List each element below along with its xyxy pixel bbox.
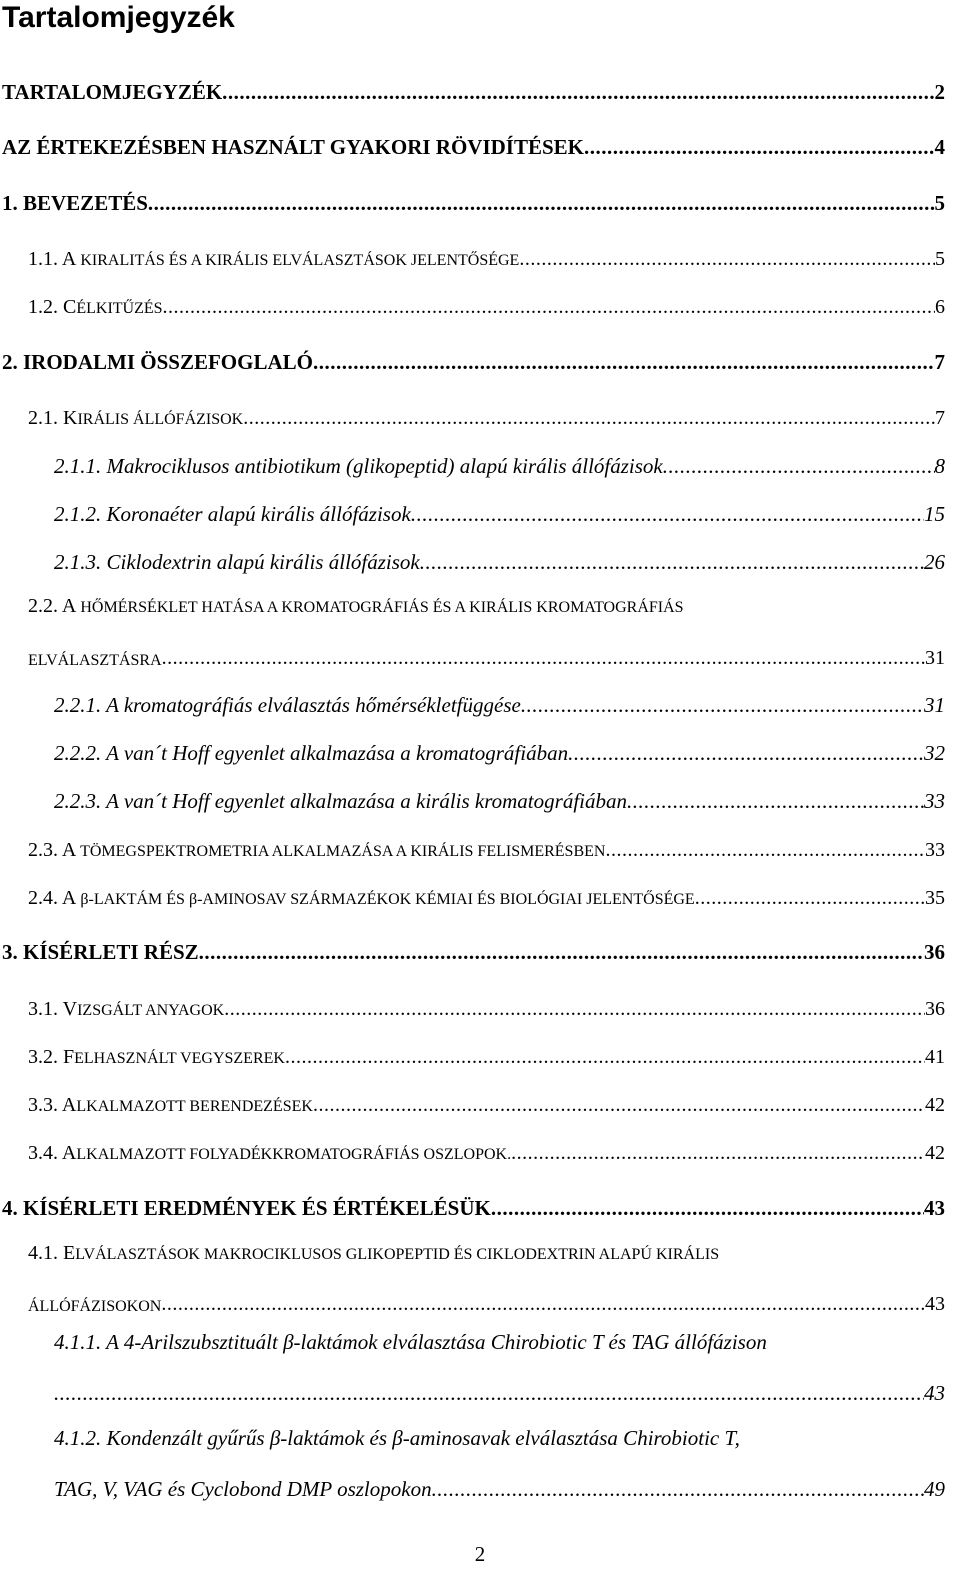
toc-entry-title: LKALMAZOTT BERENDEZÉSEK: [76, 1098, 313, 1115]
toc-entry-number: 4.1.1.: [54, 1330, 107, 1354]
toc-page-number: 15: [924, 502, 945, 526]
toc-entry-title: HŐMÉRSÉKLET HATÁSA A KROMATOGRÁFIÁS ÉS A KIRÁLIS KROMATOGRÁFIÁS: [76, 599, 684, 616]
toc-page-number: 5: [935, 248, 945, 270]
toc-entry-4-1-2[interactable]: [54, 1470, 945, 1502]
toc-entry-number: 2.1.2.: [54, 502, 107, 526]
toc-entry-3-2[interactable]: [28, 1037, 945, 1069]
toc-entry-kiserleti-resz[interactable]: [2, 933, 945, 965]
toc-entry-4-1-2-line1[interactable]: [54, 1422, 740, 1454]
toc-entry-number: 4.1.2.: [54, 1426, 107, 1450]
toc-entry-initial: E: [63, 1242, 76, 1264]
toc-entry-title: β-LAKTÁM ÉS β-AMINOSAV SZÁRMAZÉKOK KÉMIAI ÉS BIOLÓGIAI JELENTŐSÉGE: [76, 891, 695, 908]
toc-entry-number: 1.2.: [28, 296, 63, 318]
toc-entry-number: 3.4.: [28, 1142, 62, 1164]
toc-page-number: 43: [924, 1381, 945, 1405]
dot-leader: [313, 350, 935, 375]
dot-leader: [663, 454, 935, 479]
toc-entry-number: 4.: [2, 1196, 23, 1220]
toc-entry-4-1-1-line1[interactable]: [54, 1326, 767, 1358]
toc-entry-title: A van´t Hoff egyenlet alkalmazása a kromatográfiában: [106, 741, 569, 765]
toc-entry-3-1[interactable]: [28, 989, 945, 1021]
toc-entry-number: 3.2.: [28, 1046, 63, 1068]
toc-entry-2-2-1[interactable]: [54, 686, 945, 718]
toc-entry-2-1-3[interactable]: [54, 543, 945, 575]
toc-entry-2-1[interactable]: [28, 398, 945, 430]
toc-entry-1-2[interactable]: [28, 287, 945, 319]
toc-entry-title-continued: ÁLLÓFÁZISOKON: [28, 1298, 162, 1315]
dot-leader: [313, 1094, 925, 1117]
toc-entry-2-1-2[interactable]: [54, 495, 945, 527]
dot-leader: [420, 550, 924, 575]
toc-entry-number: 3.3.: [28, 1094, 62, 1116]
toc-entry-2-1-1[interactable]: [54, 447, 945, 479]
toc-entry-number: 1.1.: [28, 248, 62, 270]
dot-leader: [148, 191, 935, 216]
dot-leader: [521, 693, 924, 718]
toc-entry-number: 2.1.: [28, 407, 63, 429]
toc-entry-title: TÖMEGSPEKTROMETRIA ALKALMAZÁSA A KIRÁLIS FELISMERÉSBEN: [76, 843, 606, 860]
dot-leader: [519, 248, 935, 271]
toc-entry-2-2[interactable]: [28, 638, 945, 670]
toc-entry-title: ELHASZNÁLT VEGYSZEREK: [74, 1050, 285, 1067]
toc-entry-number: 3.: [2, 940, 23, 964]
dot-leader: [162, 647, 925, 670]
toc-page-number: 8: [934, 454, 945, 478]
dot-leader: [627, 789, 924, 814]
toc-entry-title: LVÁLASZTÁSOK MAKROCIKLUSOS GLIKOPEPTID ÉS CIKLODEXTRIN ALAPÚ KIRÁLIS: [75, 1246, 720, 1263]
dot-leader: [491, 1196, 924, 1221]
toc-entry-initial: F: [63, 1046, 75, 1068]
toc-entry-number: 2.2.: [28, 595, 62, 617]
toc-entry-title: IRODALMI ÖSSZEFOGLALÓ: [23, 350, 313, 374]
toc-entry-number: 2.3.: [28, 839, 62, 861]
dot-leader: [285, 1046, 925, 1069]
toc-entry-2-3[interactable]: [28, 830, 945, 862]
dot-leader: [163, 296, 935, 319]
toc-entry-3-4[interactable]: [28, 1133, 945, 1165]
toc-entry-title: A van´t Hoff egyenlet alkalmazása a királis kromatográfiában: [106, 789, 627, 813]
toc-entry-number: 2.4.: [28, 887, 62, 909]
toc-entry-number: 2.1.3.: [54, 550, 107, 574]
dot-leader: [161, 1293, 925, 1316]
toc-entry-number: 2.2.2.: [54, 741, 107, 765]
toc-entry-4-1[interactable]: [28, 1284, 945, 1316]
toc-entry-title: AZ ÉRTEKEZÉSBEN HASZNÁLT GYAKORI RÖVIDÍTÉSEK: [2, 135, 585, 159]
dot-leader: [222, 80, 934, 105]
toc-entry-2-2-line1[interactable]: [28, 590, 684, 622]
toc-page-number: 6: [935, 296, 945, 318]
dot-leader: [511, 1142, 925, 1165]
toc-page-number: 5: [934, 191, 945, 215]
dot-leader: [584, 135, 934, 160]
toc-page-number: 4: [934, 135, 945, 159]
toc-page-number: 31: [925, 647, 945, 669]
toc-page-number: 43: [925, 1293, 945, 1315]
toc-entry-2-2-2[interactable]: [54, 734, 945, 766]
toc-entry-number: 1.: [2, 191, 23, 215]
toc-entry-title: Ciklodextrin alapú királis állófázisok: [106, 550, 420, 574]
toc-entry-number: 2.1.1.: [54, 454, 107, 478]
toc-entry-number: 2.: [2, 350, 23, 374]
toc-entry-2-4[interactable]: [28, 878, 945, 910]
toc-entry-bevezetes[interactable]: [2, 184, 945, 216]
toc-entry-title: BEVEZETÉS: [23, 191, 148, 215]
toc-entry-title: A 4-Arilszubsztituált β-laktámok elválasztása Chirobiotic T és TAG állófázison: [106, 1330, 767, 1354]
toc-page-number: 43: [924, 1196, 945, 1220]
toc-entry-2-2-3[interactable]: [54, 782, 945, 814]
toc-page-number: 7: [934, 350, 945, 374]
dot-leader: [411, 502, 924, 527]
toc-page-number: 33: [924, 789, 945, 813]
toc-entry-initial: C: [63, 296, 77, 318]
toc-page-number: 49: [924, 1477, 945, 1501]
toc-entry-eredmenyek[interactable]: [2, 1189, 945, 1221]
toc-entry-number: 4.1.: [28, 1242, 63, 1264]
dot-leader: [568, 741, 924, 766]
toc-entry-4-1-1[interactable]: [54, 1374, 945, 1406]
dot-leader: [54, 1381, 924, 1406]
toc-entry-title: Makrociklusos antibiotikum (glikopeptid) alapú királis állófázisok: [106, 454, 663, 478]
toc-entry-4-1-line1[interactable]: [28, 1237, 719, 1269]
toc-entry-initial: A: [61, 1094, 77, 1116]
toc-entry-title: Koronaéter alapú királis állófázisok: [106, 502, 411, 526]
toc-entry-rovidites[interactable]: [2, 128, 945, 160]
toc-entry-title-continued: TAG, V, VAG és Cyclobond DMP oszlopokon: [54, 1477, 432, 1501]
toc-entry-title: LKALMAZOTT FOLYADÉKKROMATOGRÁFIÁS OSZLOPOK.: [76, 1146, 512, 1163]
toc-page-number: 35: [925, 887, 945, 909]
toc-entry-tartalomjegyzek[interactable]: [2, 73, 945, 105]
toc-entry-title: IZSGÁLT ANYAGOK: [77, 1002, 225, 1019]
toc-page-number: 36: [925, 998, 945, 1020]
toc-entry-initial: A: [61, 595, 77, 617]
toc-entry-number: 3.1.: [28, 998, 63, 1020]
toc-entry-title: KÍSÉRLETI EREDMÉNYEK ÉS ÉRTÉKELÉSÜK: [23, 1196, 491, 1220]
toc-entry-initial: A: [61, 248, 77, 270]
toc-entry-1-1[interactable]: [28, 239, 945, 271]
toc-entry-title: IRÁLIS ÁLLÓFÁZISOK: [77, 411, 244, 428]
toc-entry-3-3[interactable]: [28, 1085, 945, 1117]
page-number: 2: [474, 1542, 486, 1566]
toc-entry-irodalmi[interactable]: [2, 343, 945, 375]
toc-page-number: 7: [935, 407, 945, 429]
toc-entry-title: TARTALOMJEGYZÉK: [2, 80, 223, 104]
toc-entry-initial: K: [63, 407, 78, 429]
dot-leader: [695, 887, 925, 910]
page-title: Tartalomjegyzék: [2, 1, 235, 34]
toc-entry-initial: A: [61, 887, 77, 909]
toc-entry-title: ÉLKITŰZÉS: [76, 300, 163, 317]
dot-leader: [432, 1477, 924, 1502]
toc-entry-title: A kromatográfiás elválasztás hőmérsékletfüggése: [106, 693, 521, 717]
toc-entry-title-continued: ELVÁLASZTÁSRA: [28, 652, 162, 669]
toc-page-number: 33: [925, 839, 945, 861]
toc-entry-number: 2.2.3.: [54, 789, 107, 813]
toc-entry-initial: A: [61, 1142, 77, 1164]
toc-page-number: 42: [925, 1094, 945, 1116]
toc-entry-initial: V: [62, 998, 78, 1020]
toc-page-number: 42: [925, 1142, 945, 1164]
toc-entry-title: KÍSÉRLETI RÉSZ: [23, 940, 199, 964]
toc-entry-initial: A: [61, 839, 77, 861]
dot-leader: [199, 940, 924, 965]
toc-page-number: 36: [924, 940, 945, 964]
dot-leader: [224, 998, 925, 1021]
toc-entry-title: Kondenzált gyűrűs β-laktámok és β-aminosavak elválasztása Chirobiotic T,: [106, 1426, 740, 1450]
dot-leader: [605, 839, 925, 862]
toc-page-number: 31: [924, 693, 945, 717]
toc-entry-number: 2.2.1.: [54, 693, 107, 717]
toc-page-number: 32: [924, 741, 945, 765]
toc-page-number: 41: [925, 1046, 945, 1068]
toc-page-number: 2: [934, 80, 945, 104]
toc-entry-title: KIRALITÁS ÉS A KIRÁLIS ELVÁLASZTÁSOK JELENTŐSÉGE: [76, 252, 520, 269]
toc-page-number: 26: [924, 550, 945, 574]
dot-leader: [243, 407, 935, 430]
